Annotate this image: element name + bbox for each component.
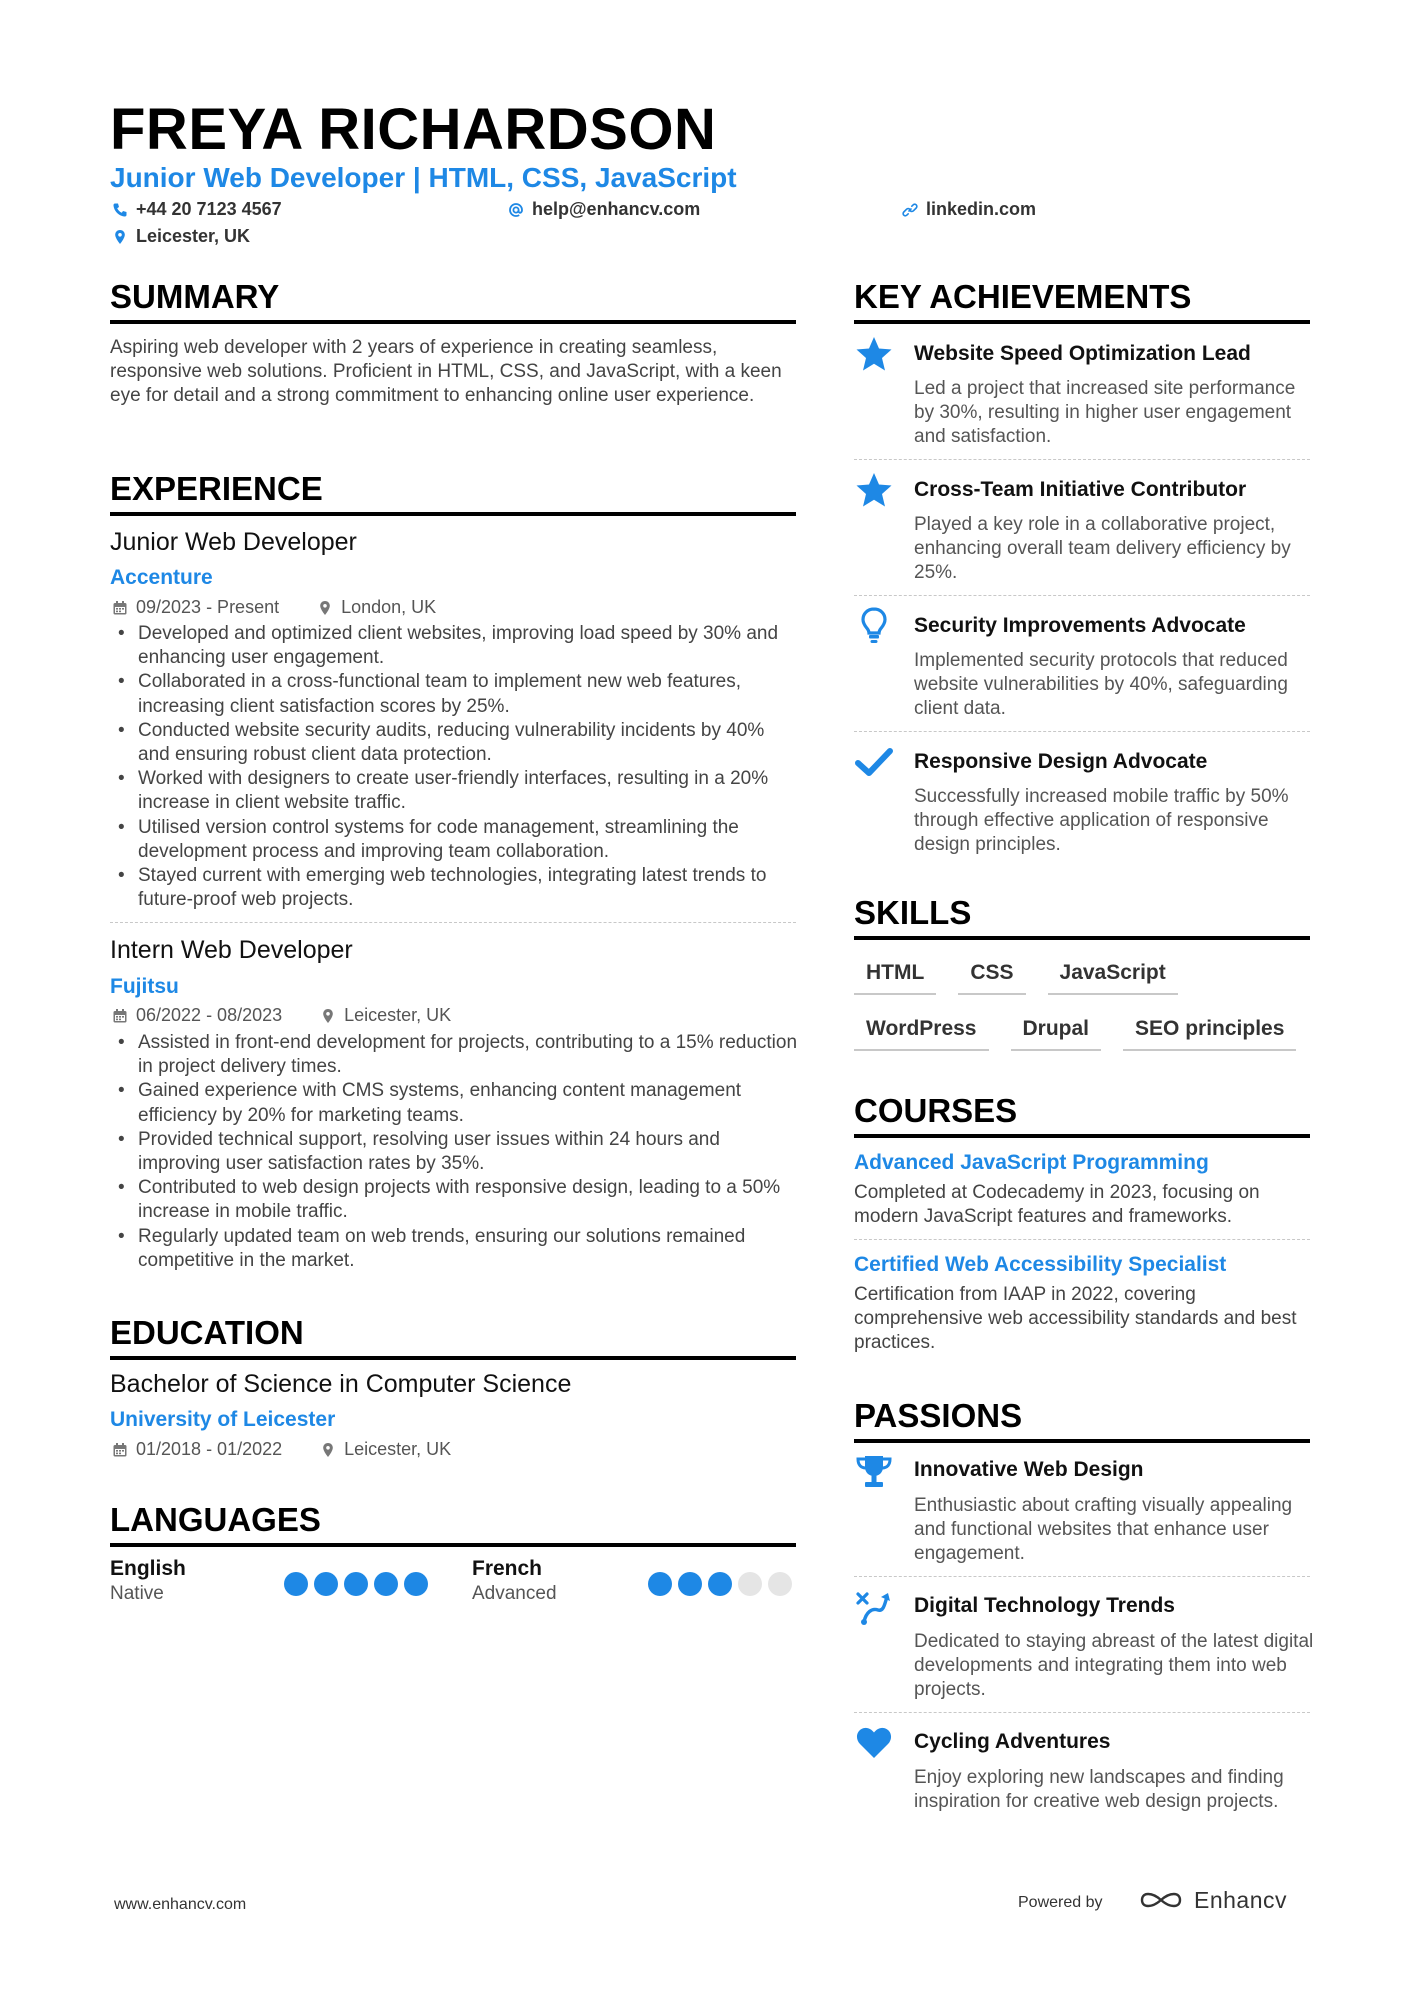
email-text[interactable]: help@enhancv.com xyxy=(532,199,701,219)
language-rating xyxy=(648,1572,792,1596)
achievement-text: Successfully increased mobile traffic by 50% through effective application of responsive design principles. xyxy=(914,786,1289,856)
achievement-title: Cross-Team Initiative Contributor xyxy=(914,478,1247,501)
skill-tag: Drupal xyxy=(1011,1017,1102,1051)
language-name: English xyxy=(110,1557,186,1580)
divider xyxy=(854,731,1310,732)
lightbulb-icon xyxy=(854,606,894,646)
summary-heading: SUMMARY xyxy=(110,278,796,324)
skill-tag: WordPress xyxy=(854,1017,989,1051)
job-role: Junior Web Developer xyxy=(110,528,357,556)
location-pin-icon xyxy=(317,600,333,616)
course-title: Certified Web Accessibility Specialist xyxy=(854,1253,1227,1276)
location-pin-icon xyxy=(320,1008,336,1024)
skill-tag: CSS xyxy=(958,961,1025,995)
job-dates: 06/2022 - 08/2023 xyxy=(136,1005,283,1025)
rating-dot-empty xyxy=(738,1572,762,1596)
phone-text[interactable]: +44 20 7123 4567 xyxy=(136,199,282,219)
divider xyxy=(854,1576,1310,1577)
passion-text: Enjoy exploring new landscapes and finding inspiration for creative web design projects. xyxy=(914,1767,1284,1813)
job-meta xyxy=(112,597,436,618)
experience-heading: EXPERIENCE xyxy=(110,470,796,516)
footer-website[interactable]: www.enhancv.com xyxy=(114,1896,247,1913)
candidate-name: FREYA RICHARDSON xyxy=(110,97,717,162)
job-company: Accenture xyxy=(110,566,213,589)
location-text: Leicester, UK xyxy=(136,226,251,246)
job-bullets xyxy=(110,1031,800,1273)
rating-dot-filled xyxy=(648,1572,672,1596)
calendar-icon xyxy=(112,1442,128,1458)
list-item: • Worked with designers to create user-friendly interfaces, resulting in a 20% increase in client website traffic. xyxy=(110,767,800,815)
education-degree: Bachelor of Science in Computer Science xyxy=(110,1370,572,1398)
list-item: • Utilised version control systems for code management, streamlining the development process and improving team collaboration. xyxy=(110,816,800,864)
skill-tag: SEO principles xyxy=(1123,1017,1296,1051)
list-item: • Conducted website security audits, reducing vulnerability incidents by 40% and ensuring robust client data protection. xyxy=(110,719,800,767)
rating-dot-filled xyxy=(678,1572,702,1596)
contact-linkedin xyxy=(902,199,1036,220)
rating-dot-filled xyxy=(708,1572,732,1596)
education-meta xyxy=(112,1439,451,1460)
divider xyxy=(854,1712,1310,1713)
rating-dot-filled xyxy=(284,1572,308,1596)
job-role: Intern Web Developer xyxy=(110,936,353,964)
language-level: Advanced xyxy=(472,1583,557,1604)
location-pin-icon xyxy=(320,1442,336,1458)
linkedin-text[interactable]: linkedin.com xyxy=(926,199,1037,219)
education-school: University of Leicester xyxy=(110,1408,336,1431)
star-icon xyxy=(854,334,894,374)
enhancv-logo-icon xyxy=(1138,1886,1184,1914)
list-item: • Developed and optimized client websites, improving load speed by 30% and enhancing user engagement. xyxy=(110,622,800,670)
education-dates: 01/2018 - 01/2022 xyxy=(136,1439,283,1459)
trend-icon xyxy=(854,1588,894,1628)
skill-tag: HTML xyxy=(854,961,936,995)
rating-dot-filled xyxy=(314,1572,338,1596)
job-location: London, UK xyxy=(341,597,437,617)
achievement-text: Played a key role in a collaborative project, enhancing overall team delivery efficiency by 25%. xyxy=(914,514,1291,584)
rating-dot-filled xyxy=(344,1572,368,1596)
list-item: • Provided technical support, resolving user issues within 24 hours and improving user satisfaction rates by 35%. xyxy=(110,1128,800,1176)
passion-title: Cycling Adventures xyxy=(914,1730,1111,1753)
language-name: French xyxy=(472,1557,543,1580)
achievement-text: Implemented security protocols that reduced website vulnerabilities by 40%, safeguarding client data. xyxy=(914,650,1288,720)
list-item: • Gained experience with CMS systems, enhancing content management efficiency by 20% for marketing teams. xyxy=(110,1079,800,1127)
languages-heading: LANGUAGES xyxy=(110,1501,796,1547)
summary-text: Aspiring web developer with 2 years of experience in creating seamless, responsive web solutions. Proficient in HTML, CSS, and JavaScript, with a keen eye for detail and a strong commitment to enhancing online user experience. xyxy=(110,337,782,406)
achievement-title: Security Improvements Advocate xyxy=(914,614,1246,637)
footer-powered-by: Powered by xyxy=(1018,1894,1103,1911)
language-rating xyxy=(284,1572,428,1596)
link-icon xyxy=(902,202,918,218)
divider xyxy=(854,595,1310,596)
passion-title: Innovative Web Design xyxy=(914,1458,1144,1481)
star-icon xyxy=(854,470,894,510)
footer-brand: Enhancv xyxy=(1194,1886,1288,1913)
passions-heading: PASSIONS xyxy=(854,1397,1310,1443)
contact-phone xyxy=(112,199,282,220)
divider xyxy=(110,922,796,923)
contact-location xyxy=(112,226,250,247)
list-item: • Contributed to web design projects with responsive design, leading to a 50% increase in mobile traffic. xyxy=(110,1176,800,1224)
location-pin-icon xyxy=(112,229,128,245)
contact-email xyxy=(508,199,700,220)
achievement-text: Led a project that increased site performance by 30%, resulting in higher user engagement and satisfaction. xyxy=(914,378,1296,448)
job-meta xyxy=(112,1005,451,1026)
divider xyxy=(854,1239,1310,1240)
course-title: Advanced JavaScript Programming xyxy=(854,1151,1209,1174)
checkmark-icon xyxy=(854,742,894,782)
divider xyxy=(854,459,1310,460)
course-text: Certification from IAAP in 2022, covering comprehensive web accessibility standards and best practices. xyxy=(854,1284,1297,1354)
achievement-title: Responsive Design Advocate xyxy=(914,750,1208,773)
rating-dot-filled xyxy=(374,1572,398,1596)
list-item: • Collaborated in a cross-functional team to implement new web features, increasing client satisfaction scores by 25%. xyxy=(110,670,800,718)
skills-list xyxy=(854,961,1310,1051)
trophy-icon xyxy=(854,1452,894,1492)
job-location: Leicester, UK xyxy=(344,1005,452,1025)
phone-icon xyxy=(112,202,128,218)
list-item: • Stayed current with emerging web technologies, integrating latest trends to future-proof web projects. xyxy=(110,864,800,912)
job-bullets xyxy=(110,622,800,912)
calendar-icon xyxy=(112,1008,128,1024)
job-dates: 09/2023 - Present xyxy=(136,597,280,617)
list-item: • Assisted in front-end development for projects, contributing to a 15% reduction in project delivery times. xyxy=(110,1031,800,1079)
courses-heading: COURSES xyxy=(854,1092,1310,1138)
at-icon xyxy=(508,202,524,218)
education-location: Leicester, UK xyxy=(344,1439,452,1459)
rating-dot-empty xyxy=(768,1572,792,1596)
achievement-title: Website Speed Optimization Lead xyxy=(914,342,1251,365)
achievements-heading: KEY ACHIEVEMENTS xyxy=(854,278,1310,324)
skill-tag: JavaScript xyxy=(1048,961,1178,995)
passion-text: Dedicated to staying abreast of the latest digital developments and integrating them into web projects. xyxy=(914,1631,1314,1701)
passion-title: Digital Technology Trends xyxy=(914,1594,1175,1617)
calendar-icon xyxy=(112,600,128,616)
education-heading: EDUCATION xyxy=(110,1314,796,1360)
candidate-title: Junior Web Developer | HTML, CSS, JavaScript xyxy=(110,162,737,193)
course-text: Completed at Codecademy in 2023, focusing on modern JavaScript features and frameworks. xyxy=(854,1182,1260,1228)
footer-brand-logo xyxy=(1138,1886,1287,1914)
rating-dot-filled xyxy=(404,1572,428,1596)
language-level: Native xyxy=(110,1583,164,1604)
skills-heading: SKILLS xyxy=(854,894,1310,940)
job-company: Fujitsu xyxy=(110,975,179,998)
list-item: • Regularly updated team on web trends, ensuring our solutions remained competitive in the market. xyxy=(110,1225,800,1273)
passion-text: Enthusiastic about crafting visually appealing and functional websites that enhance user engagement. xyxy=(914,1495,1293,1565)
heart-icon xyxy=(854,1722,894,1762)
